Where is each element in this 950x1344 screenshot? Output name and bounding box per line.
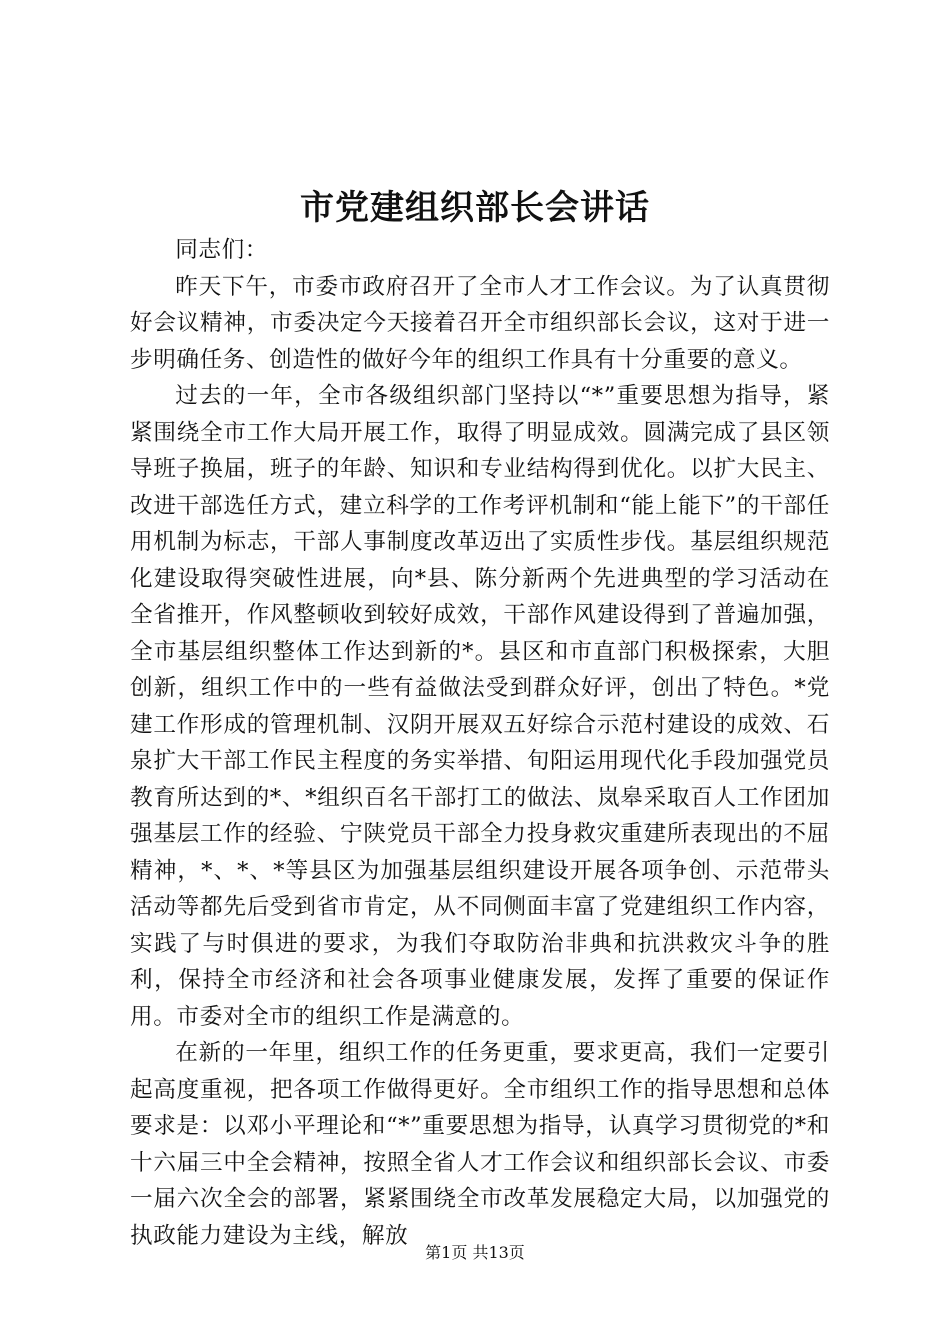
salutation: 同志们： — [175, 237, 268, 263]
document-title: 市党建组织部长会讲话 — [300, 188, 650, 228]
paragraph: 昨天下午，市委市政府召开了全市人才工作会议。为了认真贯彻好会议精神，市委决定今天接着召开全市组织部长会议，这对于进一步明确任务、创造性的做好今年的组织工作具有十分重要的意义。 — [130, 273, 830, 373]
document-body — [130, 232, 830, 1254]
paragraph: 过去的一年，全市各级组织部门坚持以“*”重要思想为指导，紧紧围绕全市工作大局开展工作，取得了明显成效。圆满完成了县区领导班子换届，班子的年龄、知识和专业结构得到优化。以扩大民主、改进干部选任方式，建立科学的工作考评机制和“能上能下”的干部任用机制为标志，干部人事制度改革迈出了实质性步伐。基层组织规范化建设取得突破性进展，向*县、陈分新两个先进典型的学习活动在全省推开，作风整顿收到较好成效，干部作风建设得到了普遍加强，全市基层组织整体工作达到新的*。县区和市直部门积极探索，大胆创新，组织工作中的一些有益做法受到群众好评，创出了特色。*党建工作形成的管理机制、汉阴开展双五好综合示范村建设的成效、石泉扩大干部工作民主程度的务实举措、旬阳运用现代化手段加强党员教育所达到的*、*组织百名干部打工的做法、岚皋采取百人工作团加强基层工作的经验、宁陕党员干部全力投身救灾重建所表现出的不屈精神，*、*、*等县区为加强基层组织建设开展各项争创、示范带头活动等都先后受到省市肯定，从不同侧面丰富了党建组织工作内容，实践了与时俱进的要求，为我们夺取防治非典和抗洪救灾斗争的胜利，保持全市经济和社会各项事业健康发展，发挥了重要的保证作用。市委对全市的组织工作是满意的。 — [130, 383, 830, 1030]
page-number-footer: 第1页 共13页 — [425, 1243, 525, 1262]
paragraph: 在新的一年里，组织工作的任务更重，要求更高，我们一定要引起高度重视，把各项工作做得更好。全市组织工作的指导思想和总体要求是：以邓小平理论和“*”重要思想为指导，认真学习贯彻党的*和十六届三中全会精神，按照全省人才工作会议和组织部长会议、市委一届六次全会的部署，紧紧围绕全市改革发展稳定大局，以加强党的执政能力建设为主线，解放 — [130, 1040, 830, 1249]
